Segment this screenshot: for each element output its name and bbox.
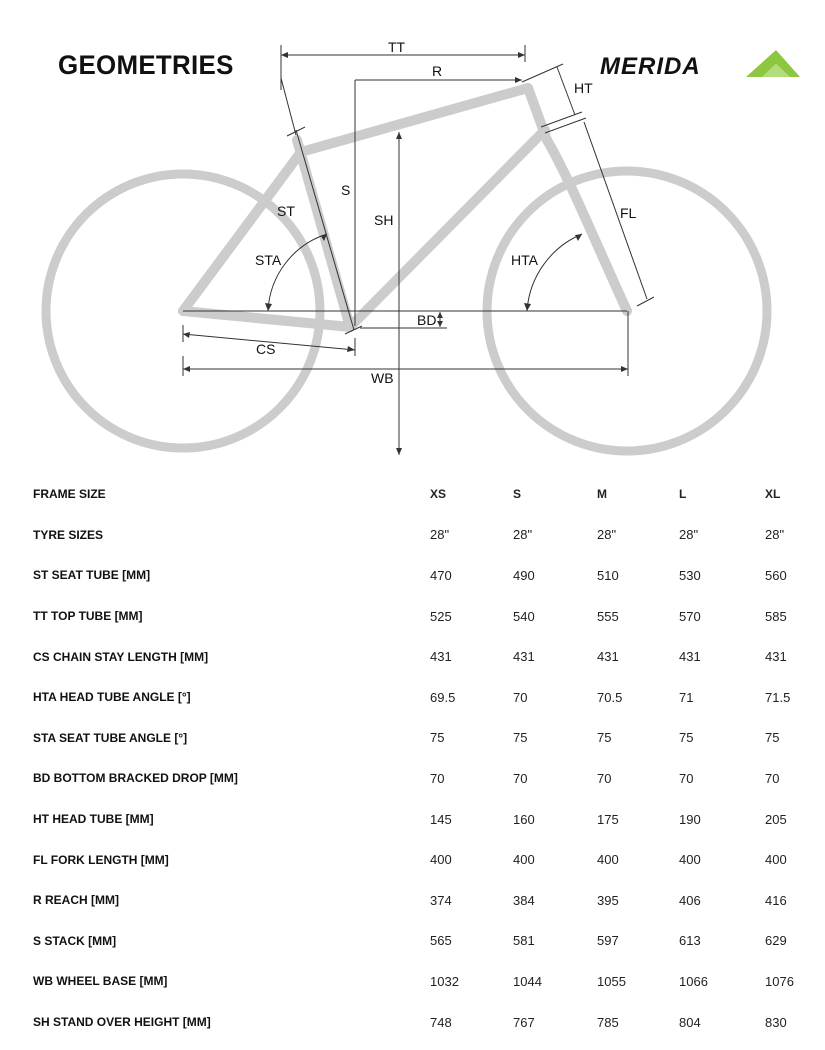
row-value: 406	[679, 892, 701, 908]
row-label: FL FORK LENGTH [MM]	[33, 852, 169, 867]
row-label: TT TOP TUBE [MM]	[33, 609, 143, 624]
table-row	[0, 961, 825, 1002]
row-value: 400	[679, 852, 701, 868]
row-value: 431	[679, 649, 701, 665]
row-value: 400	[430, 852, 452, 868]
row-value: 416	[765, 892, 787, 908]
row-value: 400	[765, 852, 787, 868]
row-value: 71.5	[765, 689, 791, 705]
label-sta: STA	[255, 252, 282, 268]
table-row	[0, 921, 825, 962]
row-value: 748	[430, 1014, 452, 1030]
row-value: 175	[597, 811, 619, 827]
label-hta: HTA	[511, 252, 538, 268]
row-value: 490	[513, 567, 535, 583]
table-row	[0, 515, 825, 556]
row-value: 75	[679, 730, 694, 746]
row-value: 1044	[513, 973, 542, 989]
dimension-arrows	[183, 52, 628, 455]
row-value: 28"	[513, 527, 533, 543]
table-row	[0, 596, 825, 637]
row-label: BD BOTTOM BRACKED DROP [MM]	[33, 771, 238, 786]
row-value: 560	[765, 567, 787, 583]
fork	[547, 140, 627, 311]
table-row	[0, 880, 825, 921]
table-row	[0, 636, 825, 677]
row-value: 785	[597, 1014, 619, 1030]
geometry-table	[0, 474, 825, 1042]
row-value: 431	[597, 649, 619, 665]
row-value: 384	[513, 892, 535, 908]
row-value: 530	[679, 567, 701, 583]
chain-stay	[183, 311, 350, 327]
label-st: ST	[277, 203, 295, 219]
row-value: 400	[513, 852, 535, 868]
label-fl: FL	[620, 205, 637, 221]
row-value: 145	[430, 811, 452, 827]
bike-frame	[183, 88, 627, 327]
page-title: GEOMETRIES	[58, 50, 234, 80]
row-value: 70	[430, 770, 445, 786]
table-row	[0, 718, 825, 759]
row-value: 431	[430, 649, 452, 665]
row-label: SH STAND OVER HEIGHT [MM]	[33, 1015, 211, 1030]
row-value: 767	[513, 1014, 535, 1030]
row-value: 190	[679, 811, 701, 827]
row-value: 555	[597, 608, 619, 624]
row-value: 75	[430, 730, 445, 746]
row-value: 629	[765, 933, 787, 949]
row-value: 28"	[679, 527, 699, 543]
frame-size-label: FRAME SIZE	[33, 487, 106, 502]
size-header: M	[597, 487, 607, 502]
row-label: S STACK [MM]	[33, 933, 117, 948]
dimension-lines	[183, 45, 654, 455]
size-header: XL	[765, 487, 781, 502]
row-value: 1066	[679, 973, 708, 989]
row-value: 28"	[430, 527, 450, 543]
row-value: 613	[679, 933, 701, 949]
label-ht: HT	[574, 80, 593, 96]
row-value: 374	[430, 892, 452, 908]
row-label: WB WHEEL BASE [MM]	[33, 974, 168, 989]
table-row	[0, 677, 825, 718]
row-value: 75	[765, 730, 780, 746]
row-label: CS CHAIN STAY LENGTH [MM]	[33, 649, 209, 664]
row-label: HT HEAD TUBE [MM]	[33, 812, 154, 827]
row-value: 70	[597, 770, 612, 786]
row-value: 1032	[430, 973, 459, 989]
label-bd: BD	[417, 312, 437, 328]
row-label: HTA HEAD TUBE ANGLE [°]	[33, 690, 191, 705]
label-sh: SH	[374, 212, 394, 228]
top-tube	[301, 88, 528, 152]
row-value: 28"	[597, 527, 617, 543]
size-header: L	[679, 487, 687, 502]
row-value: 70	[513, 689, 528, 705]
table-row	[0, 758, 825, 799]
table-row	[0, 799, 825, 840]
row-value: 70	[513, 770, 528, 786]
label-s: S	[341, 182, 351, 198]
row-value: 28"	[765, 527, 785, 543]
row-value: 400	[597, 852, 619, 868]
row-value: 70	[765, 770, 780, 786]
row-value: 565	[430, 933, 452, 949]
row-value: 570	[679, 608, 701, 624]
size-header: XS	[430, 487, 447, 502]
row-value: 581	[513, 933, 535, 949]
table-header-row	[0, 474, 825, 515]
label-wb: WB	[371, 370, 394, 386]
table-row	[0, 555, 825, 596]
bike-geometry-diagram	[0, 0, 825, 470]
table-row	[0, 839, 825, 880]
row-value: 69.5	[430, 689, 456, 705]
row-value: 585	[765, 608, 787, 624]
logo-text: MERIDA	[600, 53, 701, 80]
size-header: S	[513, 487, 522, 502]
row-value: 70.5	[597, 689, 623, 705]
label-tt: TT	[388, 39, 406, 55]
row-value: 597	[597, 933, 619, 949]
table-row	[0, 1002, 825, 1043]
row-value: 70	[679, 770, 694, 786]
row-value: 75	[513, 730, 528, 746]
row-value: 525	[430, 608, 452, 624]
row-value: 830	[765, 1014, 787, 1030]
row-value: 431	[765, 649, 787, 665]
row-value: 431	[513, 649, 535, 665]
row-value: 160	[513, 811, 535, 827]
row-value: 1055	[597, 973, 626, 989]
label-cs: CS	[256, 341, 276, 357]
row-value: 395	[597, 892, 619, 908]
row-value: 510	[597, 567, 619, 583]
row-label: ST SEAT TUBE [MM]	[33, 568, 151, 583]
row-value: 75	[597, 730, 612, 746]
row-label: R REACH [MM]	[33, 893, 119, 908]
row-value: 540	[513, 608, 535, 624]
label-r: R	[432, 63, 443, 79]
row-value: 205	[765, 811, 787, 827]
row-label: STA SEAT TUBE ANGLE [°]	[33, 730, 188, 745]
row-value: 1076	[765, 973, 794, 989]
row-value: 804	[679, 1014, 701, 1030]
row-label: TYRE SIZES	[33, 527, 104, 542]
row-value: 470	[430, 567, 452, 583]
row-value: 71	[679, 689, 694, 705]
